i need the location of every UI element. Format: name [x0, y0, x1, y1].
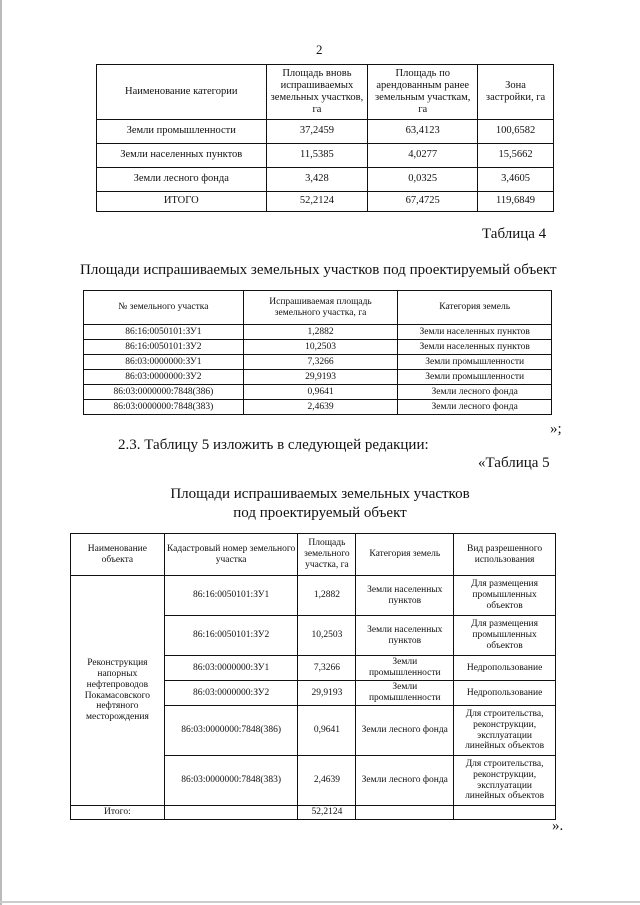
table-row [97, 168, 554, 192]
total-row [71, 806, 556, 820]
header-cell: Испрашиваемая площадь земельного участка, га [243, 291, 398, 325]
cell: 0,9641 [243, 385, 398, 400]
cell: 0,9641 [298, 706, 356, 756]
table-row [97, 120, 554, 144]
cell: 3,4605 [478, 168, 554, 192]
quote-close: »; [550, 421, 562, 437]
cell: 86:16:0050101:ЗУ2 [164, 616, 298, 656]
cell: 52,2124 [266, 192, 368, 212]
cell: 10,2503 [243, 340, 398, 355]
table-row [84, 385, 552, 400]
cell: 7,3266 [298, 656, 356, 681]
page-number: 2 [316, 42, 323, 57]
cell: 2,4639 [298, 756, 356, 806]
cell: 86:03:0000000:ЗУ1 [84, 355, 244, 370]
table-header-row [71, 534, 556, 576]
cell: 63,4123 [368, 120, 478, 144]
table-row [84, 355, 552, 370]
section-text: 2.3. Таблицу 5 изложить в следующей редакции: [118, 437, 429, 453]
header-cell: Зона застройки, га [478, 65, 554, 120]
cell: 86:03:0000000:7848(383) [164, 756, 298, 806]
cell: Земли населенных пунктов [356, 576, 454, 616]
cell: 86:03:0000000:ЗУ2 [164, 681, 298, 706]
table5-title-line2: под проектируемый объект [233, 505, 407, 521]
header-cell: Площадь вновь испрашиваемых земельных участков, га [266, 65, 368, 120]
total-row [97, 192, 554, 212]
empty-cell [164, 806, 298, 820]
cell: Для размещения промышленных объектов [454, 576, 556, 616]
table-header-row [97, 65, 554, 120]
cell: 37,2459 [266, 120, 368, 144]
cell: Земли промышленности [356, 681, 454, 706]
cell: Недропользование [454, 656, 556, 681]
table5 [70, 533, 556, 820]
table-row [84, 400, 552, 415]
cell: Для строительства, реконструкции, эксплуатации линейных объектов [454, 756, 556, 806]
cell: 86:16:0050101:ЗУ1 [84, 325, 244, 340]
cell: 100,6582 [478, 120, 554, 144]
cell: Земли населенных пунктов [398, 340, 552, 355]
table5-label: «Таблица 5 [478, 455, 550, 471]
header-cell: № земельного участка [84, 291, 244, 325]
header-cell: Площадь по арендованным ранее земельным участкам, га [368, 65, 478, 120]
category-table [96, 64, 554, 212]
cell: 86:03:0000000:7848(386) [164, 706, 298, 756]
cell: 86:03:0000000:7848(386) [84, 385, 244, 400]
total-value: 52,2124 [298, 806, 356, 820]
cell: Земли лесного фонда [398, 400, 552, 415]
header-cell: Категория земель [398, 291, 552, 325]
cell: Земли населенных пунктов [356, 616, 454, 656]
empty-cell [356, 806, 454, 820]
cell: Земли населенных пунктов [97, 144, 267, 168]
cell: Земли промышленности [398, 370, 552, 385]
cell: 86:03:0000000:ЗУ1 [164, 656, 298, 681]
table-row [97, 144, 554, 168]
cell: Земли промышленности [97, 120, 267, 144]
table5-title-line1: Площади испрашиваемых земельных участков [170, 486, 470, 502]
cell: 86:03:0000000:ЗУ2 [84, 370, 244, 385]
table-row [71, 576, 556, 616]
table-row [84, 325, 552, 340]
total-label: Итого: [71, 806, 165, 820]
header-cell: Наименование категории [97, 65, 267, 120]
table-row [84, 370, 552, 385]
cell: 15,5662 [478, 144, 554, 168]
cell: 1,2882 [298, 576, 356, 616]
cell: 0,0325 [368, 168, 478, 192]
cell: Земли лесного фонда [97, 168, 267, 192]
header-cell: Категория земель [356, 534, 454, 576]
cell: Земли лесного фонда [356, 756, 454, 806]
header-cell: Наименование объекта [71, 534, 165, 576]
cell: 119,6849 [478, 192, 554, 212]
cell: 67,4725 [368, 192, 478, 212]
cell: 7,3266 [243, 355, 398, 370]
object-name-cell: Реконструкция напорных нефтепроводов Покамасовского нефтяного месторождения [71, 576, 165, 806]
cell: 86:16:0050101:ЗУ1 [164, 576, 298, 616]
cell: 3,428 [266, 168, 368, 192]
scan-edge-left [0, 0, 2, 905]
table4 [83, 290, 552, 415]
cell: Земли лесного фонда [356, 706, 454, 756]
cell: Земли лесного фонда [398, 385, 552, 400]
cell: Земли населенных пунктов [398, 325, 552, 340]
header-cell: Площадь земельного участка, га [298, 534, 356, 576]
cell: 29,9193 [298, 681, 356, 706]
cell: 10,2503 [298, 616, 356, 656]
cell: 86:16:0050101:ЗУ2 [84, 340, 244, 355]
scan-edge-bottom [0, 901, 640, 903]
table-row [84, 340, 552, 355]
cell: 86:03:0000000:7848(383) [84, 400, 244, 415]
table-header-row [84, 291, 552, 325]
cell: 1,2882 [243, 325, 398, 340]
quote-close-final: ». [552, 818, 564, 834]
cell: Для размещения промышленных объектов [454, 616, 556, 656]
cell: 29,9193 [243, 370, 398, 385]
cell: Недропользование [454, 681, 556, 706]
cell: Земли промышленности [398, 355, 552, 370]
table4-label: Таблица 4 [482, 226, 547, 242]
cell: Для строительства, реконструкции, эксплуатации линейных объектов [454, 706, 556, 756]
table4-title: Площади испрашиваемых земельных участков под проектируемый объект [80, 262, 557, 278]
empty-cell [454, 806, 556, 820]
header-cell: Вид разрешенного использования [454, 534, 556, 576]
cell: 4,0277 [368, 144, 478, 168]
cell: ИТОГО [97, 192, 267, 212]
cell: 2,4639 [243, 400, 398, 415]
cell: Земли промышленности [356, 656, 454, 681]
header-cell: Кадастровый номер земельного участка [164, 534, 298, 576]
cell: 11,5385 [266, 144, 368, 168]
